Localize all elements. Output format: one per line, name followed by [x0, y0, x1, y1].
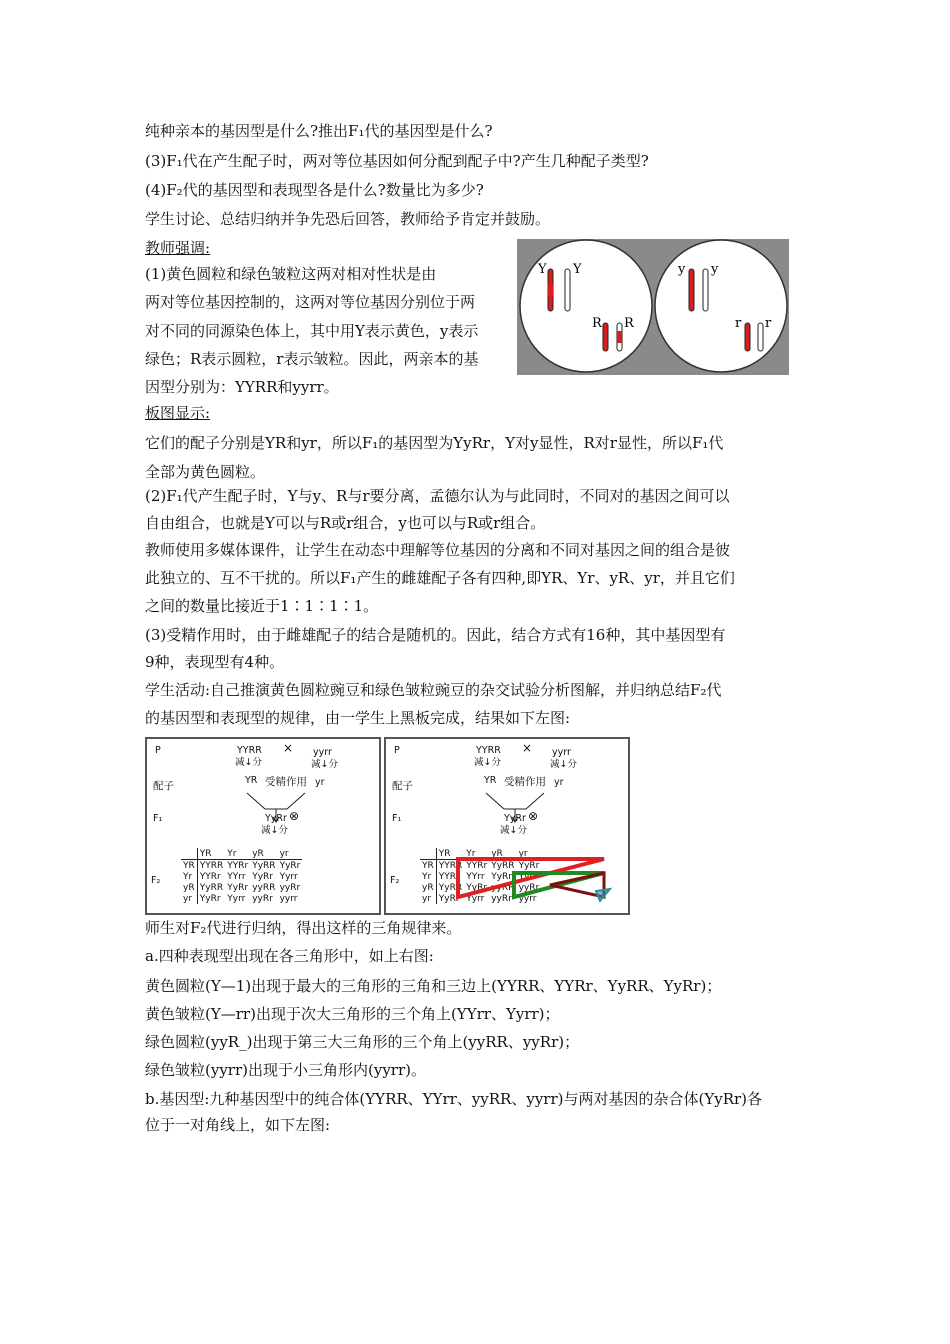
text-line: 对不同的同源染色体上，其中用Y表示黄色，y表示 [145, 322, 479, 340]
cell: Yyrr [227, 893, 246, 904]
gene-label: R [592, 316, 602, 331]
cell: yyRr [252, 893, 273, 904]
gene-label: y [711, 262, 719, 277]
cell: YYrr [466, 871, 485, 882]
cell: Yyrr [279, 871, 298, 882]
text-line: 自由组合，也就是Y可以与R或r组合，y也可以与R或r组合。 [145, 514, 546, 532]
cell: YyRr [438, 893, 460, 904]
cross-symbol: × [522, 741, 533, 755]
text-line: 纯种亲本的基因型是什么?推出F₁代的基因型是什么? [145, 122, 493, 140]
cell: YYRr [466, 860, 488, 871]
row-header: Yr [181, 871, 197, 882]
meiosis-label: 减↓分 [500, 825, 527, 836]
gamete1: YR [484, 775, 497, 786]
parent1: YYRR [237, 745, 262, 756]
section-heading: 板图显示: [145, 404, 211, 422]
cell: YyRR [491, 860, 515, 871]
meiosis-label: 减↓分 [474, 757, 501, 768]
col-header: yR [489, 848, 516, 860]
meiosis-label: 减↓分 [311, 759, 338, 770]
cell: YyRR [199, 882, 224, 893]
col-header: yr [517, 848, 542, 860]
meiosis-label: 减↓分 [235, 757, 262, 768]
text-line: 此独立的、互不干扰的。所以F₁产生的雌雄配子各有四种,即YR、Yr、yR、yr，并且它们 [145, 569, 735, 587]
parent1: YYRR [476, 745, 501, 756]
col-header: YR [197, 848, 225, 860]
cell: yyRr [491, 893, 512, 904]
text-line: a.四种表现型出现在各三角形中，如上右图: [145, 947, 434, 965]
text-line: 位于一对角线上，如下左图: [145, 1116, 331, 1134]
chromosome-figure [517, 239, 789, 375]
cell: Yyrr [466, 893, 485, 904]
gene-label: y [678, 262, 686, 277]
row-header: Yr [420, 871, 436, 882]
gamete1: YR [245, 775, 258, 786]
parent2: yyrr [313, 747, 332, 758]
f2-label: F₂ [151, 875, 161, 886]
cell-circle-right [655, 240, 787, 372]
gene-label: r [765, 316, 772, 331]
punnett-square [181, 848, 302, 904]
cell: YyRr [279, 860, 301, 871]
text-line: 因型分别为：YYRR和yyrr。 [145, 378, 339, 396]
text-line: 9种，表现型有4种。 [145, 653, 285, 671]
col-header: yr [278, 848, 303, 860]
f1-genotype: YyRr [504, 813, 526, 824]
text-line: 师生对F₂代进行归纳，得出这样的三角规律来。 [145, 919, 462, 937]
row-header: yR [420, 882, 436, 893]
section-heading: 教师强调: [145, 239, 211, 257]
cell: YyRr [227, 882, 249, 893]
text-line: (4)F₂代的基因型和表现型各是什么?数量比为多少? [145, 181, 484, 199]
cell: YyRr [199, 893, 221, 904]
cell-circle-left [520, 240, 652, 372]
self-symbol: ⊗ [528, 809, 539, 823]
cell: YYRr [199, 871, 221, 882]
row-header: YR [420, 860, 436, 872]
col-header: YR [436, 848, 464, 860]
cell: YyRr [491, 871, 513, 882]
cell: YyRR [438, 882, 463, 893]
punnett-board-right [384, 737, 630, 915]
self-symbol: ⊗ [289, 809, 300, 823]
cell: yyrr [518, 893, 537, 904]
gene-label: Y [538, 262, 547, 277]
gene-label: R [624, 316, 634, 331]
row-header: yR [181, 882, 197, 893]
cross-symbol: × [283, 741, 294, 755]
fertilization-label: 受精作用 [265, 776, 307, 788]
text-line: (3)受精作用时，由于雌雄配子的结合是随机的。因此，结合方式有16种，其中基因型有 [145, 626, 726, 644]
cell: YyRr [252, 871, 274, 882]
text-line: b.基因型:九种基因型中的纯合体(YYRR、YYrr、yyRR、yyrr)与两对基因的杂合体(YyRr)各 [145, 1090, 763, 1108]
cell: YyRr [518, 860, 540, 871]
cell: YYRR [199, 860, 224, 871]
fertilization-label: 受精作用 [504, 776, 546, 788]
p-label: P [394, 745, 400, 756]
cell: yyRr [518, 882, 540, 893]
cell: YYrr [227, 871, 246, 882]
f1-label: F₁ [392, 813, 402, 824]
text-line: 黄色皱粒(Y—rr)出现于次大三角形的三个角上(YYrr、Yyrr)； [145, 1005, 560, 1023]
text-line: 的基因型和表现型的规律，由一学生上黑板完成，结果如下左图: [145, 709, 571, 727]
punnett-square [420, 848, 541, 904]
text-line: 绿色圆粒(yyR_)出现于第三大三角形的三个角上(yyRR、yyRr)； [145, 1033, 580, 1051]
row-header: yr [420, 893, 436, 904]
text-line: 全部为黄色圆粒。 [145, 463, 266, 481]
cell: YYRR [438, 860, 463, 871]
text-line: 绿色；R表示圆粒，r表示皱粒。因此，两亲本的基 [145, 350, 479, 368]
chromosome-svg [517, 239, 789, 375]
cell: yyRR [491, 882, 515, 893]
meiosis-label: 减↓分 [261, 825, 288, 836]
cell: YYRr [438, 871, 460, 882]
text-line: 学生讨论、总结归纳并争先恐后回答，教师给予肯定并鼓励。 [145, 210, 551, 228]
text-line: (3)F₁代在产生配子时，两对等位基因如何分配到配子中?产生几种配子类型? [145, 152, 649, 170]
col-header: Yr [225, 848, 250, 860]
gamete2: yr [554, 777, 564, 788]
text-line: 两对等位基因控制的，这两对等位基因分别位于两 [145, 293, 476, 311]
cell: yyRr [279, 882, 301, 893]
text-line: (2)F₁代产生配子时，Y与y、R与r要分离，孟德尔认为与此同时，不同对的基因之间可以 [145, 487, 730, 505]
cell: YyRR [252, 860, 276, 871]
cell: YYRr [227, 860, 249, 871]
text-line: 黄色圆粒(Y—1)出现于最大的三角形的三角和三边上(YYRR、YYRr、YyRR、YyRr)； [145, 977, 722, 995]
punnett-board-left [145, 737, 381, 915]
gamete-label: 配子 [153, 780, 174, 792]
f2-label: F₂ [390, 875, 400, 886]
cell: yyRR [252, 882, 276, 893]
f1-label: F₁ [153, 813, 163, 824]
text-line: 教师使用多媒体课件，让学生在动态中理解等位基因的分离和不同对基因之间的组合是彼 [145, 541, 731, 559]
cell: YyRr [466, 882, 488, 893]
parent2: yyrr [552, 747, 571, 758]
f1-genotype: YyRr [265, 813, 287, 824]
text-line: (1)黄色圆粒和绿色皱粒这两对相对性状是由 [145, 265, 437, 283]
gamete2: yr [315, 777, 325, 788]
cell: Yyrr [518, 871, 537, 882]
row-header: yr [181, 893, 197, 904]
text-line: 它们的配子分别是YR和yr，所以F₁的基因型为YyRr，Y对y显性，R对r显性，所以F₁代 [145, 434, 724, 452]
text-line: 绿色皱粒(yyrr)出现于小三角形内(yyrr)。 [145, 1061, 426, 1079]
col-header: yR [250, 848, 277, 860]
cell: yyrr [279, 893, 298, 904]
gene-label: Y [573, 262, 582, 277]
gene-label: r [735, 316, 742, 331]
text-line: 之间的数量比接近于1∶1∶1∶1。 [145, 597, 379, 615]
row-header: YR [181, 860, 197, 872]
meiosis-label: 减↓分 [550, 759, 577, 770]
gamete-label: 配子 [392, 780, 413, 792]
text-line: 学生活动:自己推演黄色圆粒豌豆和绿色皱粒豌豆的杂交试验分析图解，并归纳总结F₂代 [145, 681, 722, 699]
col-header: Yr [464, 848, 489, 860]
p-label: P [155, 745, 161, 756]
